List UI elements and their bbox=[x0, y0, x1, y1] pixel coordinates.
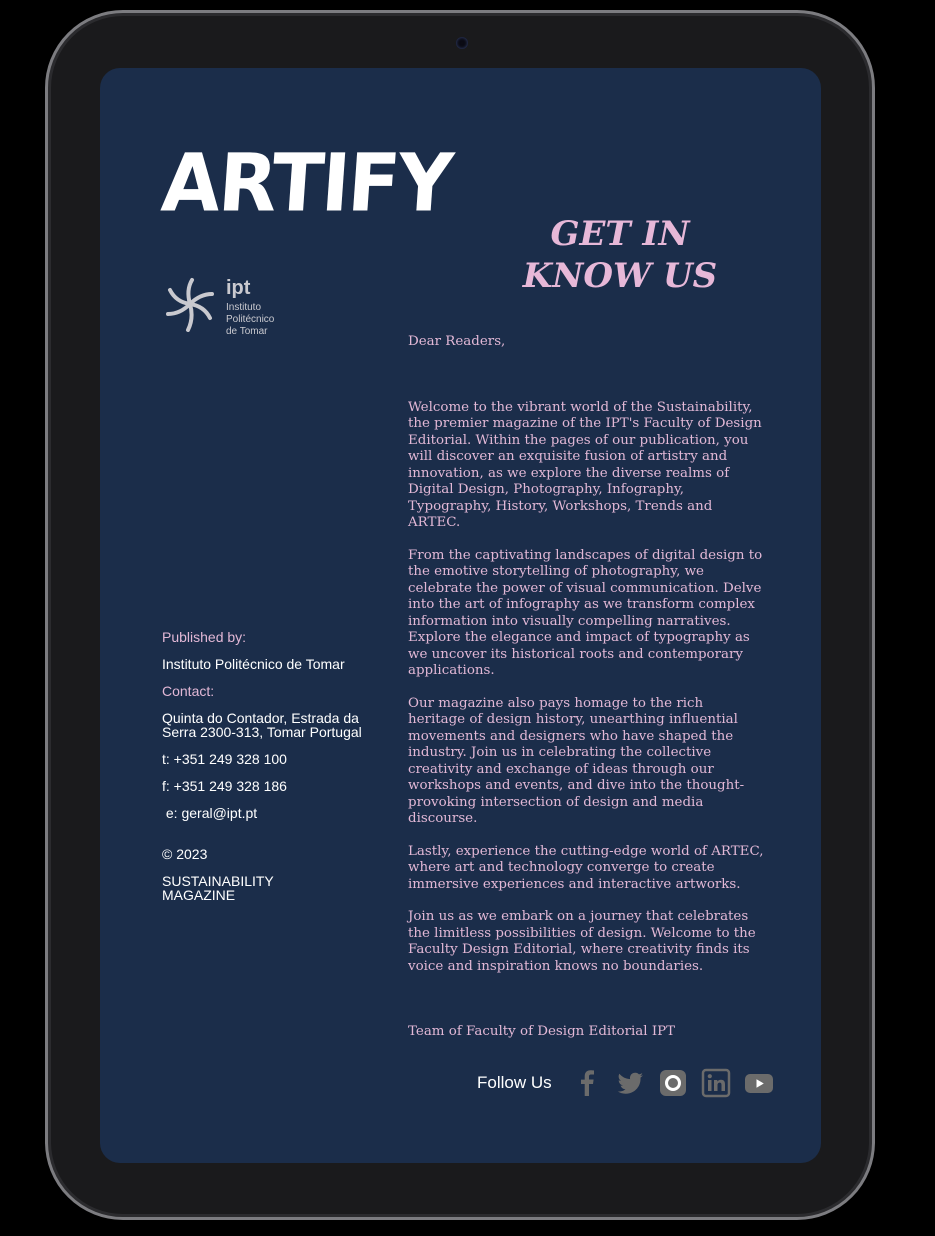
letter-paragraph: Lastly, experience the cutting-edge world of ARTEC, where art and technology converge to create immersive experiences and interactive artworks. bbox=[408, 843, 764, 892]
youtube-icon[interactable] bbox=[744, 1068, 774, 1098]
linkedin-icon[interactable] bbox=[701, 1068, 731, 1098]
institution-line-1: Instituto bbox=[226, 302, 262, 313]
letter-paragraph: Our magazine also pays homage to the rich heritage of design history, unearthing influential movements and designers who have shaped the industry. Join us in celebrating the collective creativity and exchange of ideas through our workshops and events, and dive into the thought-provoking intersection of design and media discourse. bbox=[408, 695, 745, 826]
publisher-name: Instituto Politécnico de Tomar bbox=[162, 656, 345, 672]
camera-icon bbox=[456, 37, 468, 49]
phone-number[interactable]: t: +351 249 328 100 bbox=[162, 751, 287, 767]
facebook-icon[interactable] bbox=[572, 1068, 602, 1098]
instagram-icon[interactable] bbox=[658, 1068, 688, 1098]
follow-us-label: Follow Us bbox=[477, 1073, 552, 1092]
institution-line-3: de Tomar bbox=[226, 326, 268, 337]
letter-paragraph: Welcome to the vibrant world of the Sustainability, the premier magazine of the IPT's Faculty of Design Editorial. Within the pages of our publication, you will discover an exquisite fusion of artistry and innovation, as we explore the diverse realms of Digital Design, Photography, Infography, Typography, History, Workshops, Trends and ARTEC. bbox=[408, 399, 762, 530]
magazine-name: SUSTAINABILITY MAGAZINE bbox=[162, 873, 274, 903]
screen bbox=[100, 68, 821, 1163]
social-bar bbox=[477, 1068, 787, 1098]
institution-logo[interactable] bbox=[162, 276, 274, 338]
institution-line-2: Politécnico bbox=[226, 314, 275, 325]
published-label: Published by: bbox=[162, 629, 247, 645]
institution-short-name: ipt bbox=[226, 277, 251, 299]
letter-greeting: Dear Readers, bbox=[408, 334, 506, 349]
brand-logo[interactable]: ARTIFY bbox=[158, 135, 455, 230]
page-heading: GET IN KNOW US bbox=[522, 214, 718, 296]
ipt-emblem-icon bbox=[162, 276, 218, 332]
email-link[interactable]: e: geral@ipt.pt bbox=[162, 805, 258, 821]
letter-signature: Team of Faculty of Design Editorial IPT bbox=[408, 1024, 676, 1039]
address: Quinta do Contador, Estrada da Serra 2300-313, Tomar Portugal bbox=[162, 710, 362, 740]
copyright: © 2023 bbox=[162, 846, 208, 862]
contact-label: Contact: bbox=[162, 683, 215, 699]
letter-paragraph: Join us as we embark on a journey that celebrates the limitless possibilities of design. Welcome to the Faculty Design Editorial, where creativity finds its voice and inspiration knows no boundaries. bbox=[408, 909, 756, 974]
editorial-letter bbox=[408, 334, 764, 1041]
letter-paragraph: From the captivating landscapes of digital design to the emotive storytelling of photography, we celebrate the power of visual communication. Delve into the art of infography as we transform complex information into visually compelling narratives. Explore the elegance and impact of typography as we uncover its historical roots and contemporary applications. bbox=[408, 547, 763, 678]
twitter-icon[interactable] bbox=[615, 1068, 645, 1098]
sidebar-info bbox=[162, 630, 362, 915]
fax-number: f: +351 249 328 186 bbox=[162, 778, 287, 794]
